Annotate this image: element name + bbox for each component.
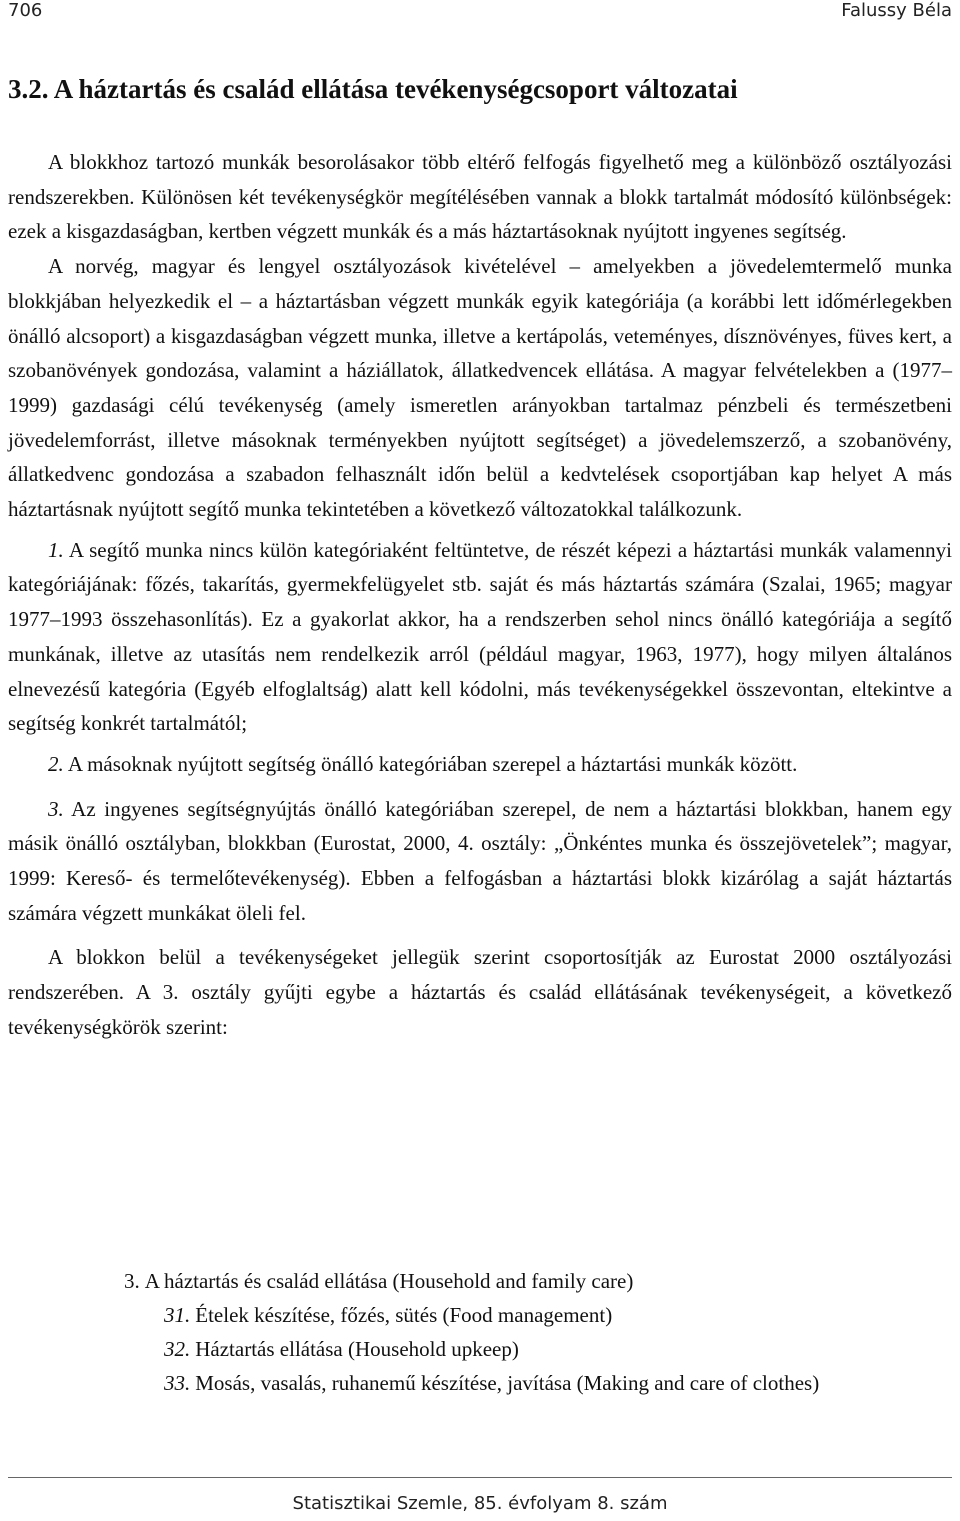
list-item-1 bbox=[8, 533, 952, 741]
class-item bbox=[124, 1366, 880, 1400]
class-item-label: Mosás, vasalás, ruhanemű készítése, javítása (Making and care of clothes) bbox=[195, 1371, 820, 1395]
class-item-number: 33. bbox=[164, 1371, 191, 1395]
paragraph-eurostat: A blokkon belül a tevékenységeket jellegük szerint csoportosítják az Eurostat 2000 osztályozási rendszerében. A 3. osztály gyűjti egybe a háztartás és család ellátásának tevékenységeit, a következő tevékenységkörök szerint: bbox=[8, 945, 952, 1039]
class-item-number: 31. bbox=[164, 1303, 191, 1327]
class-item-number: 32. bbox=[164, 1337, 191, 1361]
class-main-label: A háztartás és család ellátása (Household and family care) bbox=[144, 1269, 634, 1293]
class-item-label: Háztartás ellátása (Household upkeep) bbox=[195, 1337, 519, 1361]
classification-list bbox=[124, 1264, 880, 1400]
paragraph-intro: A blokkhoz tartozó munkák besorolásakor több eltérő felfogás figyelhető meg a különböző osztályozási rendszerekben. Különösen két tevékenységkör megítélésében vannak a blokk tartalmát módosító különbségek: ezek a kisgazdaságban, kertben végzett munkák és a más háztartásoknak nyújtott ingyenes segítség. bbox=[8, 150, 952, 244]
list-item-1-number: 1. bbox=[48, 537, 64, 562]
page-number: 706 bbox=[8, 0, 43, 21]
footer-divider bbox=[8, 1477, 952, 1478]
paragraph-variants: A norvég, magyar és lengyel osztályozások kivételével – amelyekben a jövedelemtermelő munka blokkjában helyezkedik el – a háztartásban végzett munkák egyik kategóriája (a korábbi lett időmérlegekben önálló alcsoport) a kisgazdaságban végzett munka, illetve a kertápolás, veteményes, dísznövényes, füves kert, a szobanövények gondozása, valamint a háziállatok, állatkedvencek ellátása. A magyar felvételekben a (1977–1999) gazdasági célú tevékenység (amely ismeretlen arányokban tartalmaz pénzbeli és természetbeni jövedelemforrást, illetve másoknak terményekben nyújtott segítséget) a jövedelemszerző, a szobanövény, állatkedvenc gondozása a szabadon felhasznált időn belül a kedvtelések csoportjában kap helyet A más háztartásnak nyújtott segítő munka tekintetében a következő változatokkal találkozunk. bbox=[8, 254, 952, 522]
class-main bbox=[124, 1264, 880, 1298]
running-header-author: Falussy Béla bbox=[841, 0, 952, 21]
list-item-2-text: A másoknak nyújtott segítség önálló kategóriában szerepel a háztartási munkák között. bbox=[67, 751, 798, 776]
list-item-1-text: A segítő munka nincs külön kategóriaként feltüntetve, de részét képezi a háztartási munkák valamennyi kategóriájának: főzés, takarítás, gyermekfelügyelet stb. saját és más háztartás számára (Szalai, 1965; magyar 1977–1993 összehasonlítás). Ez a gyakorlat akkor, ha a rendszerben sehol nincs önálló kategóriája a segítő munkának, illetve az utasítás nem rendelkezik arról (például magyar, 1963, 1977), hogy milyen általános elnevezésű kategória (Egyéb elfoglaltság) alatt kell kódolni, más tevékenységekkel összevontan, eltekintve a segítség konkrét tartalmától; bbox=[8, 537, 952, 736]
class-main-number: 3. bbox=[124, 1269, 140, 1293]
running-footer-journal: Statisztikai Szemle, 85. évfolyam 8. szám bbox=[292, 1493, 668, 1514]
list-item-3 bbox=[8, 792, 952, 931]
list-item-2-number: 2. bbox=[48, 751, 64, 776]
list-item-3-text: Az ingyenes segítségnyújtás önálló kategóriában szerepel, de nem a háztartási blokkban, hanem egy másik önálló osztályban, blokkban (Eurostat, 2000, 4. osztály: „Önkéntes munka és összejövetelek”; magyar, 1999: Kereső- és termelőtevékenység). Ebben a felfogásban a háztartási blokk kizárólag a saját háztartás számára végzett munkákat öleli fel. bbox=[8, 796, 952, 925]
class-item bbox=[124, 1298, 880, 1332]
section-title: 3.2. A háztartás és család ellátása tevékenységcsoport változatai bbox=[8, 74, 738, 104]
list-item-2 bbox=[8, 747, 952, 782]
list-item-3-number: 3. bbox=[48, 796, 64, 821]
body-text bbox=[8, 145, 952, 1045]
class-item bbox=[124, 1332, 880, 1366]
class-item-label: Ételek készítése, főzés, sütés (Food management) bbox=[195, 1303, 613, 1327]
